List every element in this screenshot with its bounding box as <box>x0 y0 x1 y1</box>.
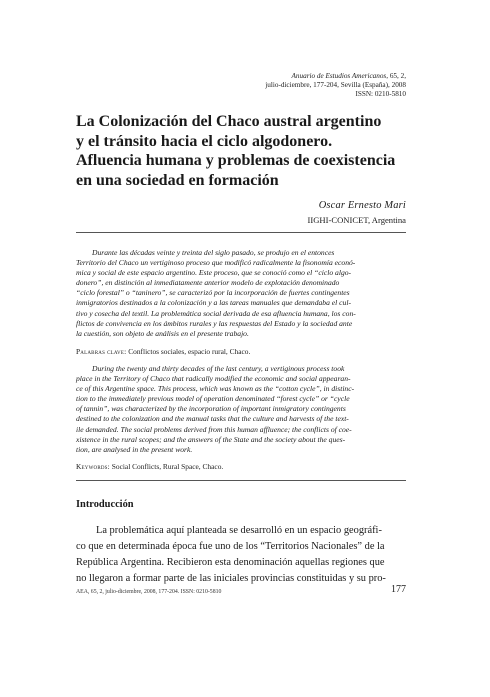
abstract-line: ile demanded. The social problems derived from this human affluence; the conflicts of coe- <box>76 424 352 434</box>
journal-volume: , 65, 2, <box>386 72 406 80</box>
journal-issn: ISSN: 0210-5810 <box>355 90 406 99</box>
abstract-line: During the twenty and thirty decades of the last century, a vertiginous process took <box>92 364 345 373</box>
abstract-spanish <box>76 248 406 339</box>
abstract-line: of tannin”, was characterized by the incorporation of important inmigratory contingents <box>76 404 346 414</box>
abstract-line: “ciclo forestal” o “taninero”, se caracterizó por la incorporación de fuertes contingentes <box>76 288 350 298</box>
author-affiliation: IIGHI-CONICET, Argentina <box>307 215 406 225</box>
keywords-value: Social Conflicts, Rural Space, Chaco. <box>111 462 224 471</box>
abstract-line: Durante las décadas veinte y treinta del siglo pasado, se produjo en el entonces <box>92 248 335 257</box>
body-line: co que en determinada época fue uno de los “Territorios Nacionales” de la <box>76 541 385 552</box>
body-line: no llegaron a formar parte de las iniciales provincias constituidas y su pro- <box>76 573 386 584</box>
top-divider <box>76 232 406 233</box>
article-title <box>76 112 416 190</box>
abstract-line: xistence in the rural scopes; and the answers of the State and the society about the ques- <box>76 434 346 444</box>
footer-citation: AEA, 65, 2, julio-diciembre, 2008, 177-204. ISSN: 0210-5810 <box>76 589 222 595</box>
title-line: en una sociedad en formación <box>76 171 279 189</box>
body-line: La problemática aquí planteada se desarrolló en un espacio geográfi- <box>96 525 382 536</box>
bottom-divider <box>76 480 406 481</box>
title-line: Afluencia humana y problemas de coexistencia <box>76 152 396 169</box>
author-name: Oscar Ernesto Mari <box>318 200 406 211</box>
abstract-english <box>76 364 406 455</box>
abstract-line: tion to the immediately previous model of operation denominated “forest cycle” or “cycle <box>76 394 350 404</box>
abstract-line: mica y social de este espacio argentino. Este proceso, que se conoció como el “ciclo algo- <box>76 268 352 278</box>
abstract-line: place in the Territory of Chaco that radically modified the economic and social appearan- <box>76 374 351 384</box>
abstract-line: Territorio del Chaco un vertiginoso proceso que modificó radicalmente la fisonomía econó- <box>76 258 356 268</box>
title-line: y el tránsito hacia el ciclo algodonero. <box>76 132 333 150</box>
abstract-line: donero”, en distinción al inmediatamente anterior modelo de explotación denominado <box>76 278 340 288</box>
abstract-line: tion, are analysed in the present work. <box>76 444 193 454</box>
keywords-label: Palabras clave: <box>76 347 127 356</box>
abstract-line: flictos de convivencia en los ámbitos rurales y las respuestas del Estado y la sociedad ante <box>76 318 353 328</box>
title-line: La Colonización del Chaco austral argentino <box>76 113 382 130</box>
abstract-line: ce of this Argentine space. This process, which was known as the “cotton cycle”, in distinc- <box>76 384 355 394</box>
keywords-spanish <box>76 347 406 357</box>
section-heading: Introducción <box>76 499 134 510</box>
intro-paragraph <box>76 523 406 587</box>
page-number: 177 <box>391 584 406 595</box>
journal-header <box>166 72 406 100</box>
keywords-english <box>76 462 406 472</box>
keywords-label: Keywords: <box>76 462 110 471</box>
keywords-value: Conflictos sociales, espacio rural, Chaco. <box>128 347 251 356</box>
abstract-line: inmigratorios destinados a la colonización y a las tareas manuales que demandaba el cul- <box>76 298 351 308</box>
abstract-line: tivo y cosecha del textil. La problemática social derivada de esa afluencia humana, los con- <box>76 308 356 318</box>
abstract-line: la cuestión, son objeto de análisis en el presente trabajo. <box>76 328 249 338</box>
abstract-line: destined to the colonization and the manual tasks that the culture and harvests of the text- <box>76 414 349 424</box>
journal-name: Anuario de Estudios Americanos <box>291 72 387 80</box>
body-line: República Argentina. Recibieron esta denominación aquellas regiones que <box>76 557 385 568</box>
journal-issue-line: julio-diciembre, 177-204, Sevilla (España), 2008 <box>265 81 406 90</box>
